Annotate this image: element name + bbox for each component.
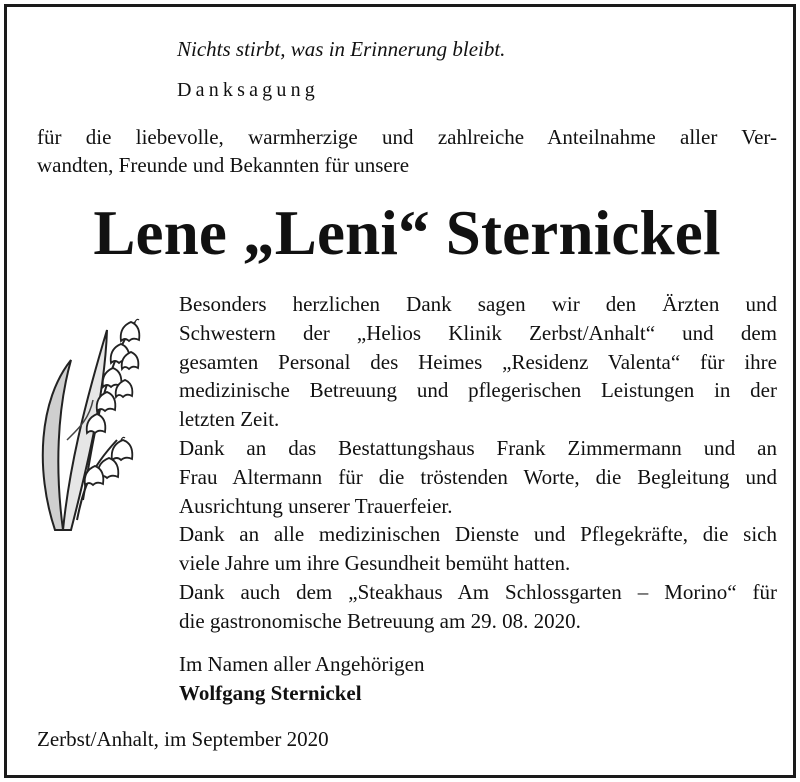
lily-of-the-valley-icon	[33, 290, 145, 536]
body-line: letzten Zeit.	[179, 407, 280, 432]
signature-block	[179, 650, 425, 708]
body-line: Dank an das Bestattungshaus Frank Zimmermann und an	[179, 435, 777, 460]
motto: Nichts stirbt, was in Erinnerung bleibt.	[177, 37, 506, 61]
body-line: viele Jahre um ihre Gesundheit bemüht hatten.	[179, 551, 571, 576]
body-line: Ausrichtung unserer Trauerfeier.	[179, 493, 453, 518]
body-line: Dank an alle medizinischen Dienste und Pflegekräfte, die sich	[179, 522, 777, 547]
place-and-date: Zerbst/Anhalt, im September 2020	[37, 727, 329, 751]
signature-preface: Im Namen aller Angehörigen	[179, 652, 425, 676]
signature-name: Wolfgang Sternickel	[179, 681, 362, 705]
intro-line-2: wandten, Freunde und Bekannten für unsere	[37, 153, 410, 177]
body-line: Besonders herzlichen Dank sagen wir den Ärzten und	[179, 292, 777, 316]
notice-frame	[4, 4, 796, 778]
body-line: Schwestern der „Helios Klinik Zerbst/Anhalt“ und dem	[179, 320, 777, 345]
body-line: gesamten Personal des Heimes „Residenz Valenta“ für ihre	[179, 349, 777, 374]
deceased-name: Lene „Leni“ Sternickel	[93, 198, 721, 268]
body-line: medizinische Betreuung und pflegerischen Leistungen in der	[179, 378, 777, 403]
intro-line-1: für die liebevolle, warmherzige und zahlreiche Anteilnahme aller Ver-	[37, 125, 777, 149]
body-line: Dank auch dem „Steakhaus Am Schlossgarten – Morino“ für	[179, 579, 777, 604]
intro-text	[37, 123, 777, 179]
acknowledgement-text	[179, 290, 777, 636]
heading-danksagung: Danksagung	[177, 79, 319, 101]
body-line: die gastronomische Betreuung am 29. 08. 2020.	[179, 608, 581, 633]
body-line: Frau Altermann für die tröstenden Worte, die Begleitung und	[179, 464, 777, 489]
